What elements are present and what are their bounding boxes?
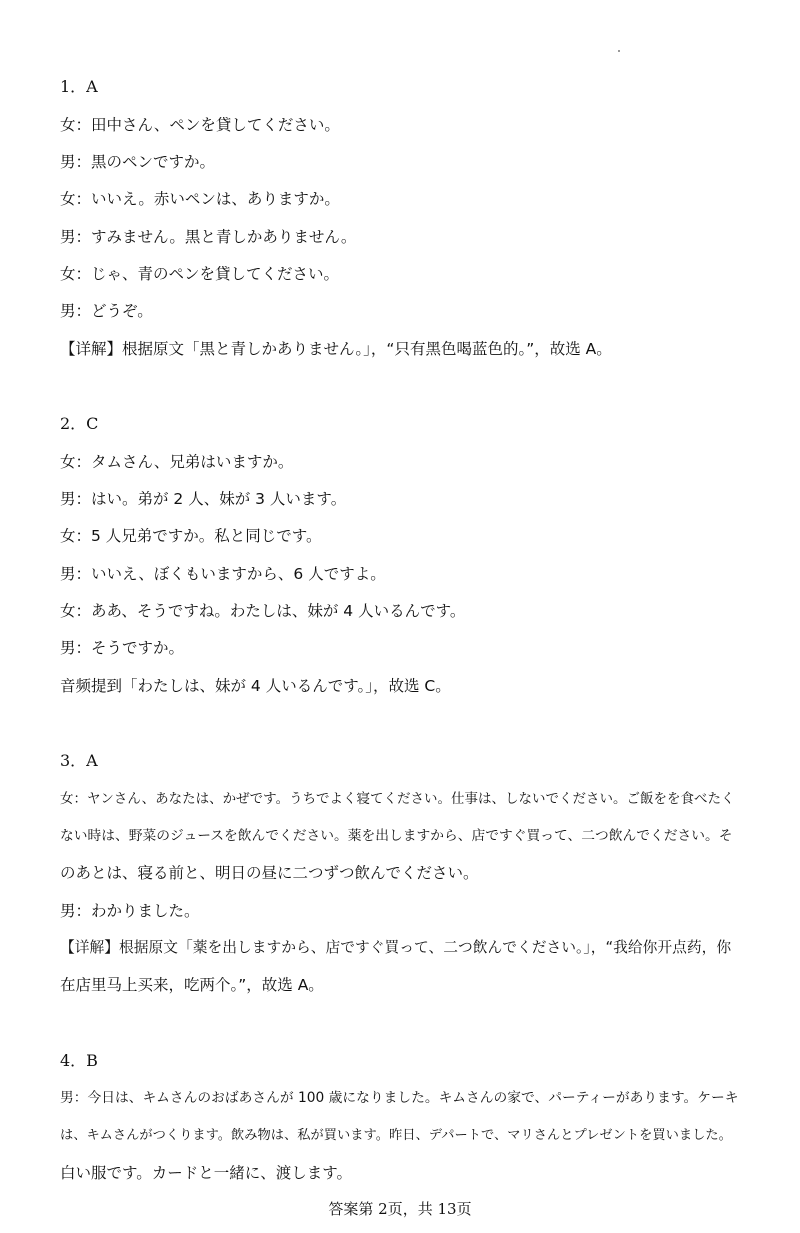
dialogue-line: 女：5 人兄弟ですか。私と同じです。: [60, 527, 322, 545]
dialogue-line: 女：田中さん、ペンを貸してください。: [60, 116, 340, 134]
dialogue-line: 女：じゃ、青のペンを貸してください。: [60, 265, 340, 283]
explanation-line: 音频提到「わたしは、妹が 4 人いるんです。」，故选 C。: [60, 677, 451, 695]
dialogue-line: 男：そうですか。: [60, 639, 185, 657]
question-number: 4．B: [60, 1051, 98, 1070]
dialogue-line: 男：今日は、キムさんのおばあさんが 100 歳になりました。キムさんの家で、パーティーがあります。ケーキ: [60, 1090, 739, 1106]
dialogue-line: 女：タムさん、兄弟はいますか。: [60, 453, 294, 471]
dialogue-line: 男：どうぞ。: [60, 302, 153, 320]
question-number: 1．A: [60, 77, 98, 96]
dialogue-line: は、キムさんがつくります。飲み物は、私が買います。昨日、デパートで、マリさんとプレゼントを買いました。: [60, 1128, 732, 1143]
explanation-line: 在店里马上买来，吃两个。”，故选 A。: [60, 976, 324, 994]
dialogue-line: 男：黒のペンですか。: [60, 153, 216, 171]
dialogue-line: 男：いいえ、ぼくもいますから、6 人ですよ。: [60, 565, 386, 583]
dialogue-line: 女：ああ、そうですね。わたしは、妹が 4 人いるんです。: [60, 602, 466, 620]
dialogue-line: 男：はい。弟が 2 人、妹が 3 人います。: [60, 490, 347, 508]
dialogue-line: のあとは、寝る前と、明日の昼に二つずつ飲んでください。: [60, 864, 479, 882]
question-number: 2．C: [60, 414, 99, 433]
dialogue-line: ない時は、野菜のジュースを飲んでください。薬を出しますから、店ですぐ買って、二つ飲んでください。そ: [60, 828, 733, 844]
dialogue-line: 女：いいえ。赤いペンは、ありますか。: [60, 190, 340, 208]
scan-speck: [618, 50, 620, 52]
dialogue-line: 男：すみません。黒と青しかありません。: [60, 228, 357, 246]
explanation-line: 【详解】根据原文「薬を出しますから、店ですぐ買って、二つ飲んでください。」，“我给你开点药，你: [60, 939, 732, 956]
question-number: 3．A: [60, 751, 98, 770]
page-footer: 答案第 2页，共 13页: [328, 1200, 472, 1218]
explanation-line: 【详解】根据原文「黒と青しかありません。」，“只有黑色喝蓝色的。”，故选 A。: [60, 340, 612, 358]
dialogue-line: 男：わかりました。: [60, 902, 200, 920]
dialogue-line: 女：ヤンさん、あなたは、かぜです。うちでよく寝てください。仕事は、しないでください。ご飯をを食べたく: [60, 791, 735, 807]
dialogue-line: 白い服です。カードと一緒に、渡します。: [60, 1164, 353, 1182]
